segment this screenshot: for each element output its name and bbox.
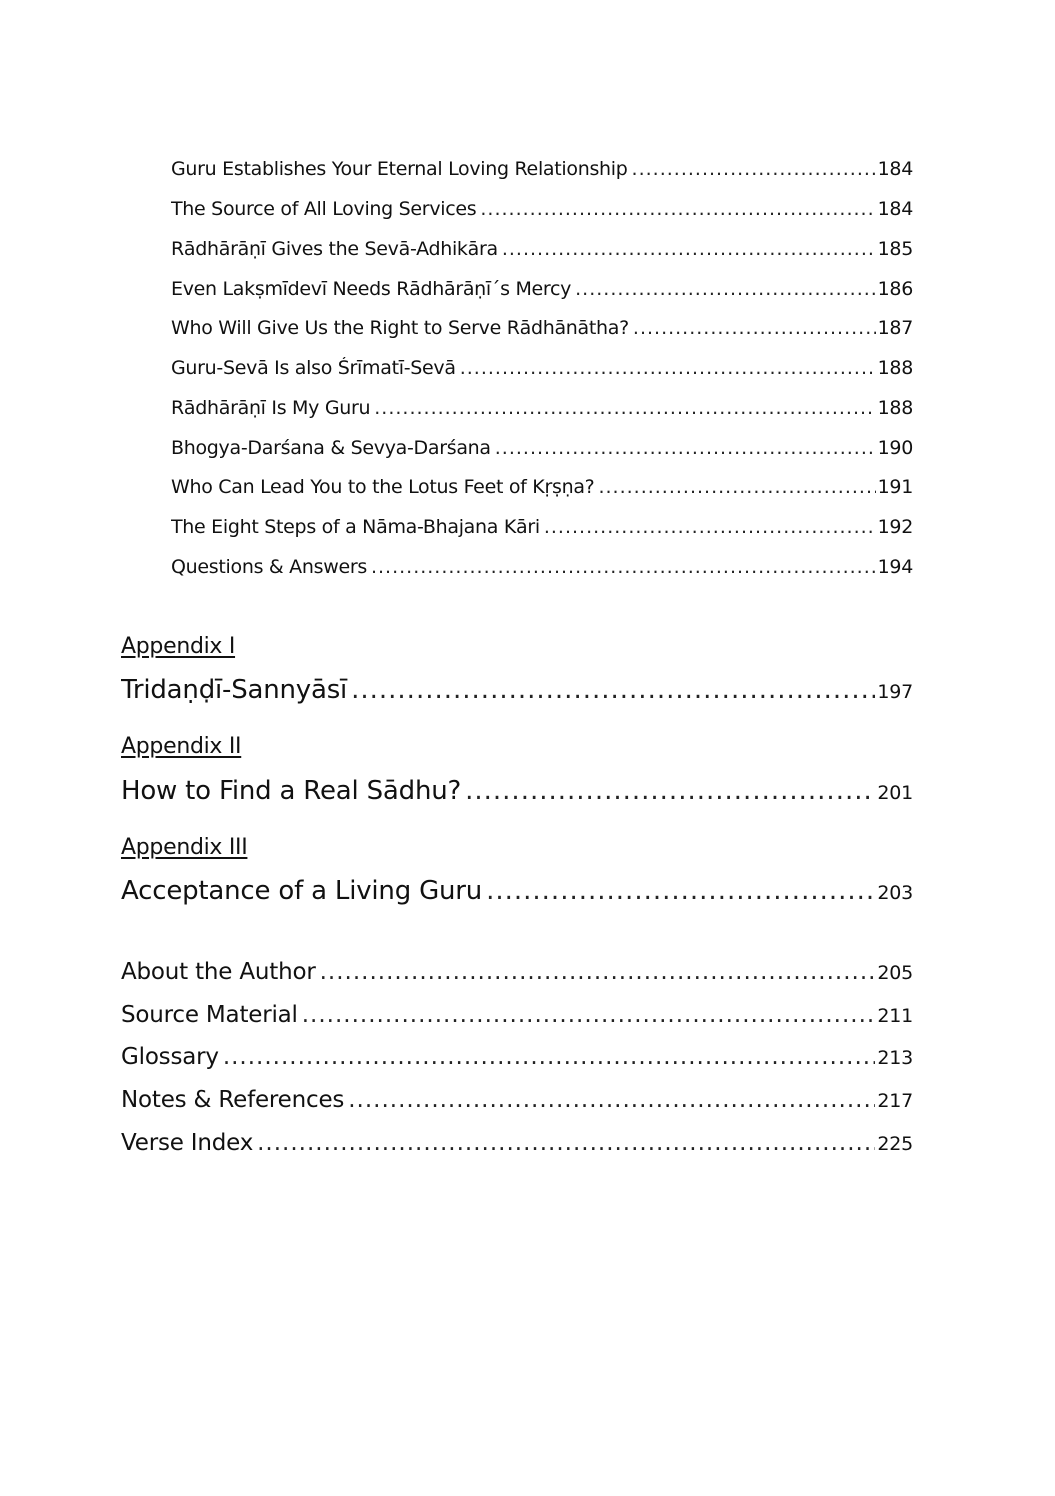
leader-dots [480, 198, 875, 220]
toc-entry[interactable] [171, 556, 913, 578]
toc-entry[interactable] [171, 437, 913, 459]
appendix-label: Appendix II [121, 734, 242, 759]
entry-page: 205 [877, 962, 913, 984]
toc-entry-back[interactable] [121, 1002, 913, 1028]
entry-title: Rādhārāṇī Is My Guru [171, 397, 371, 419]
leader-dots [257, 1130, 875, 1156]
entry-title: Source Material [121, 1002, 298, 1028]
toc-entry[interactable] [171, 278, 913, 300]
entry-title: Guru Establishes Your Eternal Loving Relationship [171, 158, 628, 180]
leader-dots [302, 1002, 876, 1028]
toc-entry-back[interactable] [121, 959, 913, 985]
entry-page: 186 [877, 278, 913, 300]
entry-page: 194 [877, 556, 913, 578]
entry-title: Notes & References [121, 1087, 345, 1113]
leader-dots [502, 238, 876, 260]
leader-dots [351, 675, 875, 705]
entry-page: 184 [877, 158, 913, 180]
leader-dots [223, 1044, 876, 1070]
entry-title: The Source of All Loving Services [171, 198, 477, 220]
entry-page: 213 [877, 1047, 913, 1069]
entry-title: The Eight Steps of a Nāma-Bhajana Kāri [171, 516, 540, 538]
toc-entry-appendix[interactable] [121, 776, 913, 806]
toc-entry[interactable] [171, 158, 913, 180]
entry-title: Guru-Sevā Is also Śrīmatī-Sevā [171, 357, 456, 379]
leader-dots [575, 278, 876, 300]
toc-entry[interactable] [171, 357, 913, 379]
leader-dots [495, 437, 876, 459]
leader-dots [486, 876, 875, 906]
entry-title: Acceptance of a Living Guru [121, 876, 483, 906]
entry-page: 187 [877, 317, 913, 339]
leader-dots [632, 158, 876, 180]
toc-entry-back[interactable] [121, 1087, 913, 1113]
entry-page: 203 [877, 882, 913, 904]
entry-title: Tridaṇḍī-Sannyāsī [121, 675, 348, 705]
toc-entry[interactable] [171, 317, 913, 339]
leader-dots [320, 959, 876, 985]
leader-dots [374, 397, 875, 419]
toc-entry[interactable] [171, 238, 913, 260]
entry-page: 192 [877, 516, 913, 538]
toc-entry-appendix[interactable] [121, 675, 913, 705]
toc-entry-appendix[interactable] [121, 876, 913, 906]
entry-page: 188 [877, 397, 913, 419]
leader-dots [371, 556, 876, 578]
entry-page: 197 [877, 681, 913, 703]
entry-page: 225 [877, 1133, 913, 1155]
toc-entry[interactable] [171, 476, 913, 498]
entry-page: 211 [877, 1005, 913, 1027]
entry-page: 184 [877, 198, 913, 220]
toc-entry-back[interactable] [121, 1130, 913, 1156]
leader-dots [633, 317, 876, 339]
leader-dots [348, 1087, 875, 1113]
entry-title: Glossary [121, 1044, 219, 1070]
entry-title: Rādhārāṇī Gives the Sevā-Adhikāra [171, 238, 498, 260]
leader-dots [460, 357, 876, 379]
entry-page: 217 [877, 1090, 913, 1112]
toc-entry[interactable] [171, 397, 913, 419]
entry-title: Bhogya-Darśana & Sevya-Darśana [171, 437, 491, 459]
entry-title: Verse Index [121, 1130, 254, 1156]
toc-entry-back[interactable] [121, 1044, 913, 1070]
entry-page: 185 [877, 238, 913, 260]
appendix-label: Appendix III [121, 835, 248, 860]
entry-title: Even Lakṣmīdevī Needs Rādhārāṇī´s Mercy [171, 278, 572, 300]
entry-page: 190 [877, 437, 913, 459]
leader-dots [544, 516, 876, 538]
toc-entry[interactable] [171, 516, 913, 538]
entry-page: 188 [877, 357, 913, 379]
entry-page: 191 [877, 476, 913, 498]
leader-dots [598, 476, 875, 498]
toc-entry[interactable] [171, 198, 913, 220]
entry-page: 201 [877, 782, 913, 804]
entry-title: How to Find a Real Sādhu? [121, 776, 462, 806]
entry-title: Who Will Give Us the Right to Serve Rādhānātha? [171, 317, 629, 339]
entry-title: About the Author [121, 959, 316, 985]
entry-title: Questions & Answers [171, 556, 367, 578]
entry-title: Who Can Lead You to the Lotus Feet of Kṛṣṇa? [171, 476, 595, 498]
appendix-label: Appendix I [121, 634, 236, 659]
leader-dots [465, 776, 875, 806]
